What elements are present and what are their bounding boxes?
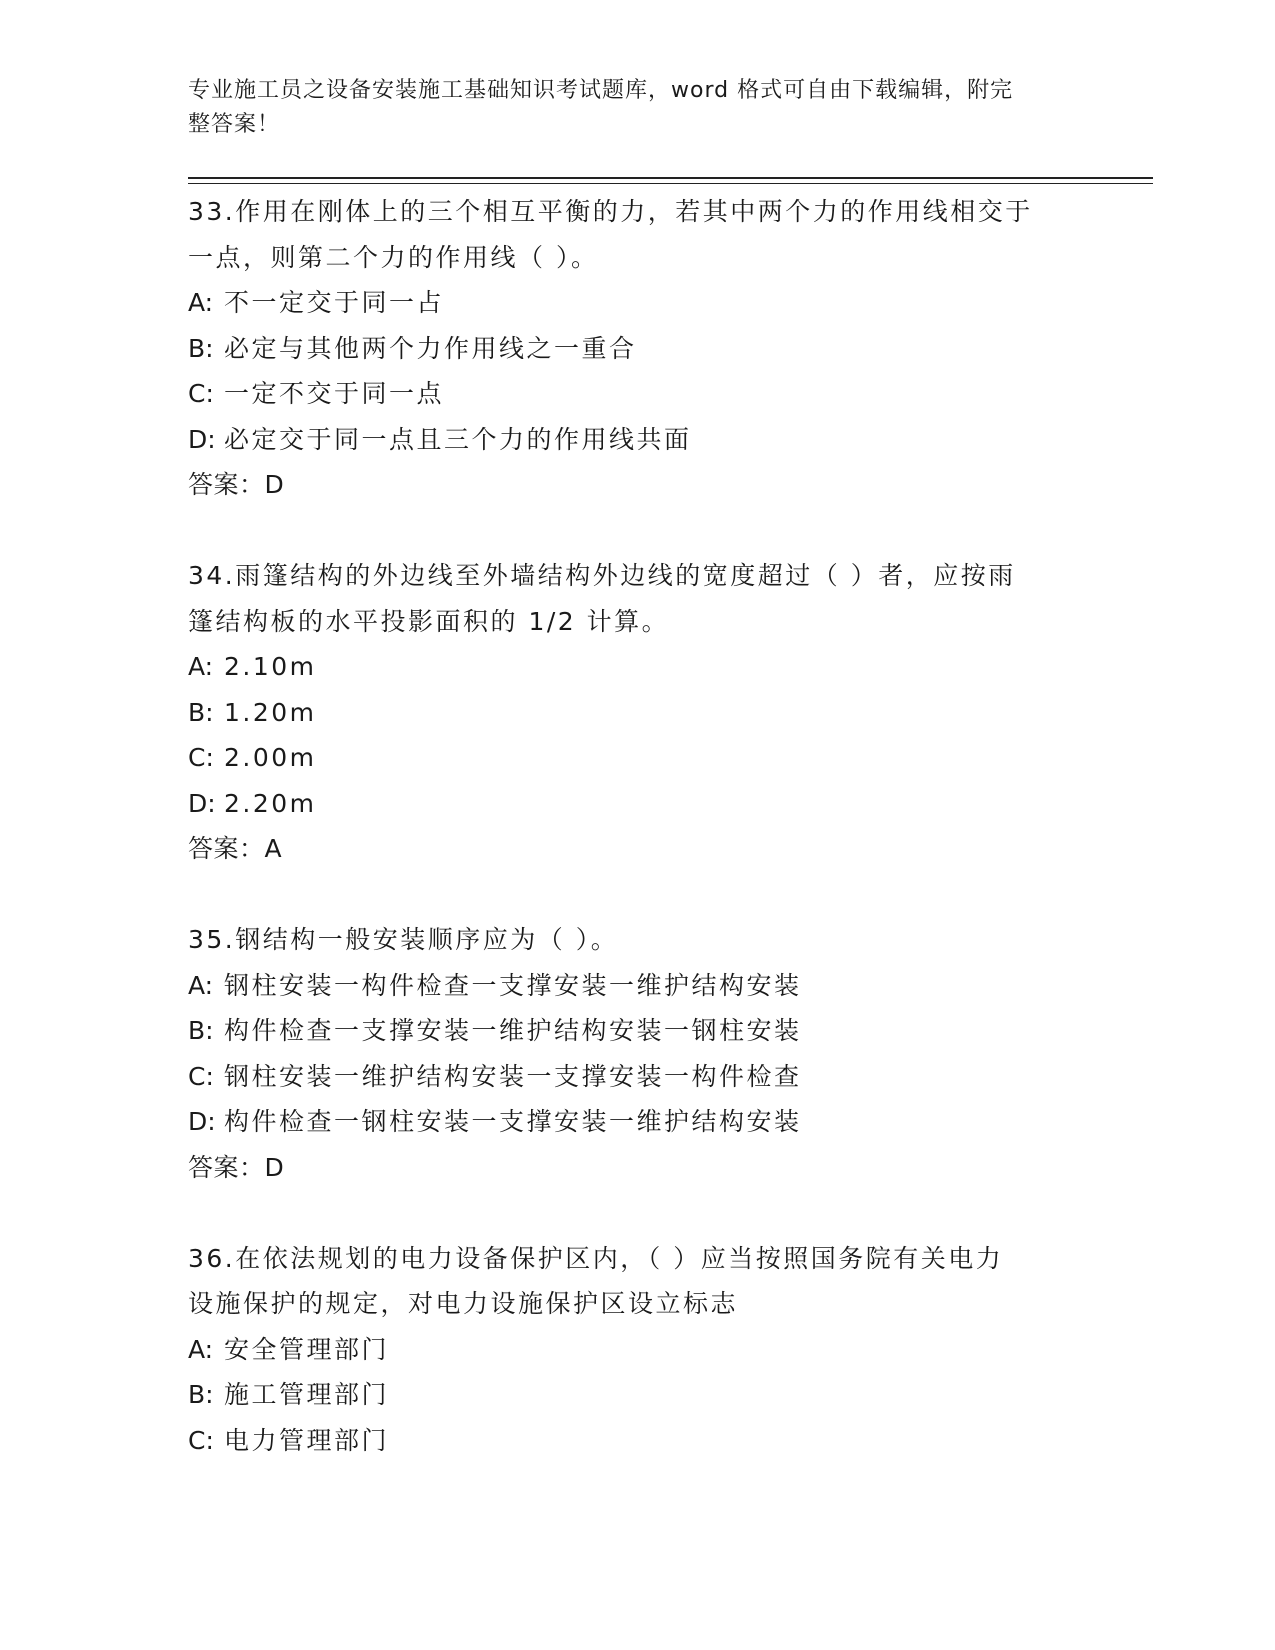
option-letter: B: <box>188 333 214 363</box>
option-a <box>188 1327 1128 1373</box>
option-b <box>188 1008 1128 1054</box>
question-text: 36.在依法规划的电力设备保护区内，（ ）应当按照国务院有关电力 <box>188 1243 1004 1273</box>
option-letter: A: <box>188 1334 214 1364</box>
option-d <box>188 417 1128 463</box>
question-34 <box>188 553 1128 872</box>
option-a <box>188 644 1128 690</box>
option-text: 2.10m <box>224 652 317 681</box>
option-text: 构件检查一钢柱安装一支撑安装一维护结构安装 <box>224 1107 802 1136</box>
question-spacer <box>188 1190 1128 1236</box>
question-text: 篷结构板的水平投影面积的 1/2 计算。 <box>188 606 670 636</box>
answer: 答案：D <box>188 470 285 499</box>
option-letter: B: <box>188 1016 214 1045</box>
option-text: 电力管理部门 <box>224 1425 390 1455</box>
option-letter: D: <box>188 1107 216 1136</box>
header-divider-thick <box>188 177 1153 179</box>
option-letter: B: <box>188 697 214 727</box>
option-text: 安全管理部门 <box>224 1334 390 1364</box>
question-text: 35.钢结构一般安装顺序应为（ ）。 <box>188 925 619 954</box>
option-a <box>188 963 1128 1009</box>
option-text: 必定交于同一点且三个力的作用线共面 <box>224 424 692 454</box>
option-letter: C: <box>188 743 214 772</box>
option-b <box>188 690 1128 736</box>
header-line: 整答案！ <box>188 112 281 137</box>
option-b <box>188 326 1128 372</box>
question-36 <box>188 1236 1128 1464</box>
question-spacer <box>188 508 1128 554</box>
option-letter: A: <box>188 970 214 1000</box>
option-c <box>188 735 1128 781</box>
answer: 答案：D <box>188 1152 285 1182</box>
option-text: 钢柱安装一维护结构安装一支撑安装一构件检查 <box>224 1061 802 1091</box>
option-letter: A: <box>188 652 214 681</box>
option-text: 不一定交于同一占 <box>224 288 445 317</box>
question-text: 34.雨篷结构的外边线至外墙结构外边线的宽度超过（ ）者，应按雨 <box>188 561 1016 590</box>
option-text: 必定与其他两个力作用线之一重合 <box>224 333 637 363</box>
option-text: 2.00m <box>224 743 317 772</box>
option-text: 施工管理部门 <box>224 1380 390 1409</box>
question-33 <box>188 189 1128 508</box>
question-text: 设施保护的规定，对电力设施保护区设立标志 <box>188 1289 739 1318</box>
question-35 <box>188 917 1128 1190</box>
header-line: 专业施工员之设备安装施工基础知识考试题库，word 格式可自由下载编辑，附完 <box>188 78 1014 103</box>
option-a <box>188 280 1128 326</box>
document-header <box>188 74 1088 142</box>
option-c <box>188 1054 1128 1100</box>
option-c <box>188 371 1128 417</box>
question-text: 33.作用在刚体上的三个相互平衡的力，若其中两个力的作用线相交于 <box>188 197 1033 226</box>
option-b <box>188 1372 1128 1418</box>
option-c <box>188 1418 1128 1464</box>
question-list <box>188 189 1128 1463</box>
question-text: 一点，则第二个力的作用线（ ）。 <box>188 242 599 272</box>
option-letter: C: <box>188 1425 214 1455</box>
option-text: 1.20m <box>224 697 317 727</box>
header-divider-thin <box>188 183 1153 184</box>
option-d <box>188 1099 1128 1145</box>
option-text: 构件检查一支撑安装一维护结构安装一钢柱安装 <box>224 1016 802 1045</box>
option-letter: D: <box>188 424 216 454</box>
option-letter: B: <box>188 1380 214 1409</box>
option-letter: C: <box>188 379 214 408</box>
option-d <box>188 781 1128 827</box>
option-text: 钢柱安装一构件检查一支撑安装一维护结构安装 <box>224 970 802 1000</box>
option-letter: D: <box>188 788 216 818</box>
option-letter: C: <box>188 1061 214 1091</box>
option-letter: A: <box>188 288 214 317</box>
option-text: 一定不交于同一点 <box>224 379 445 408</box>
option-text: 2.20m <box>224 788 317 818</box>
question-spacer <box>188 872 1128 918</box>
answer: 答案：A <box>188 834 283 863</box>
